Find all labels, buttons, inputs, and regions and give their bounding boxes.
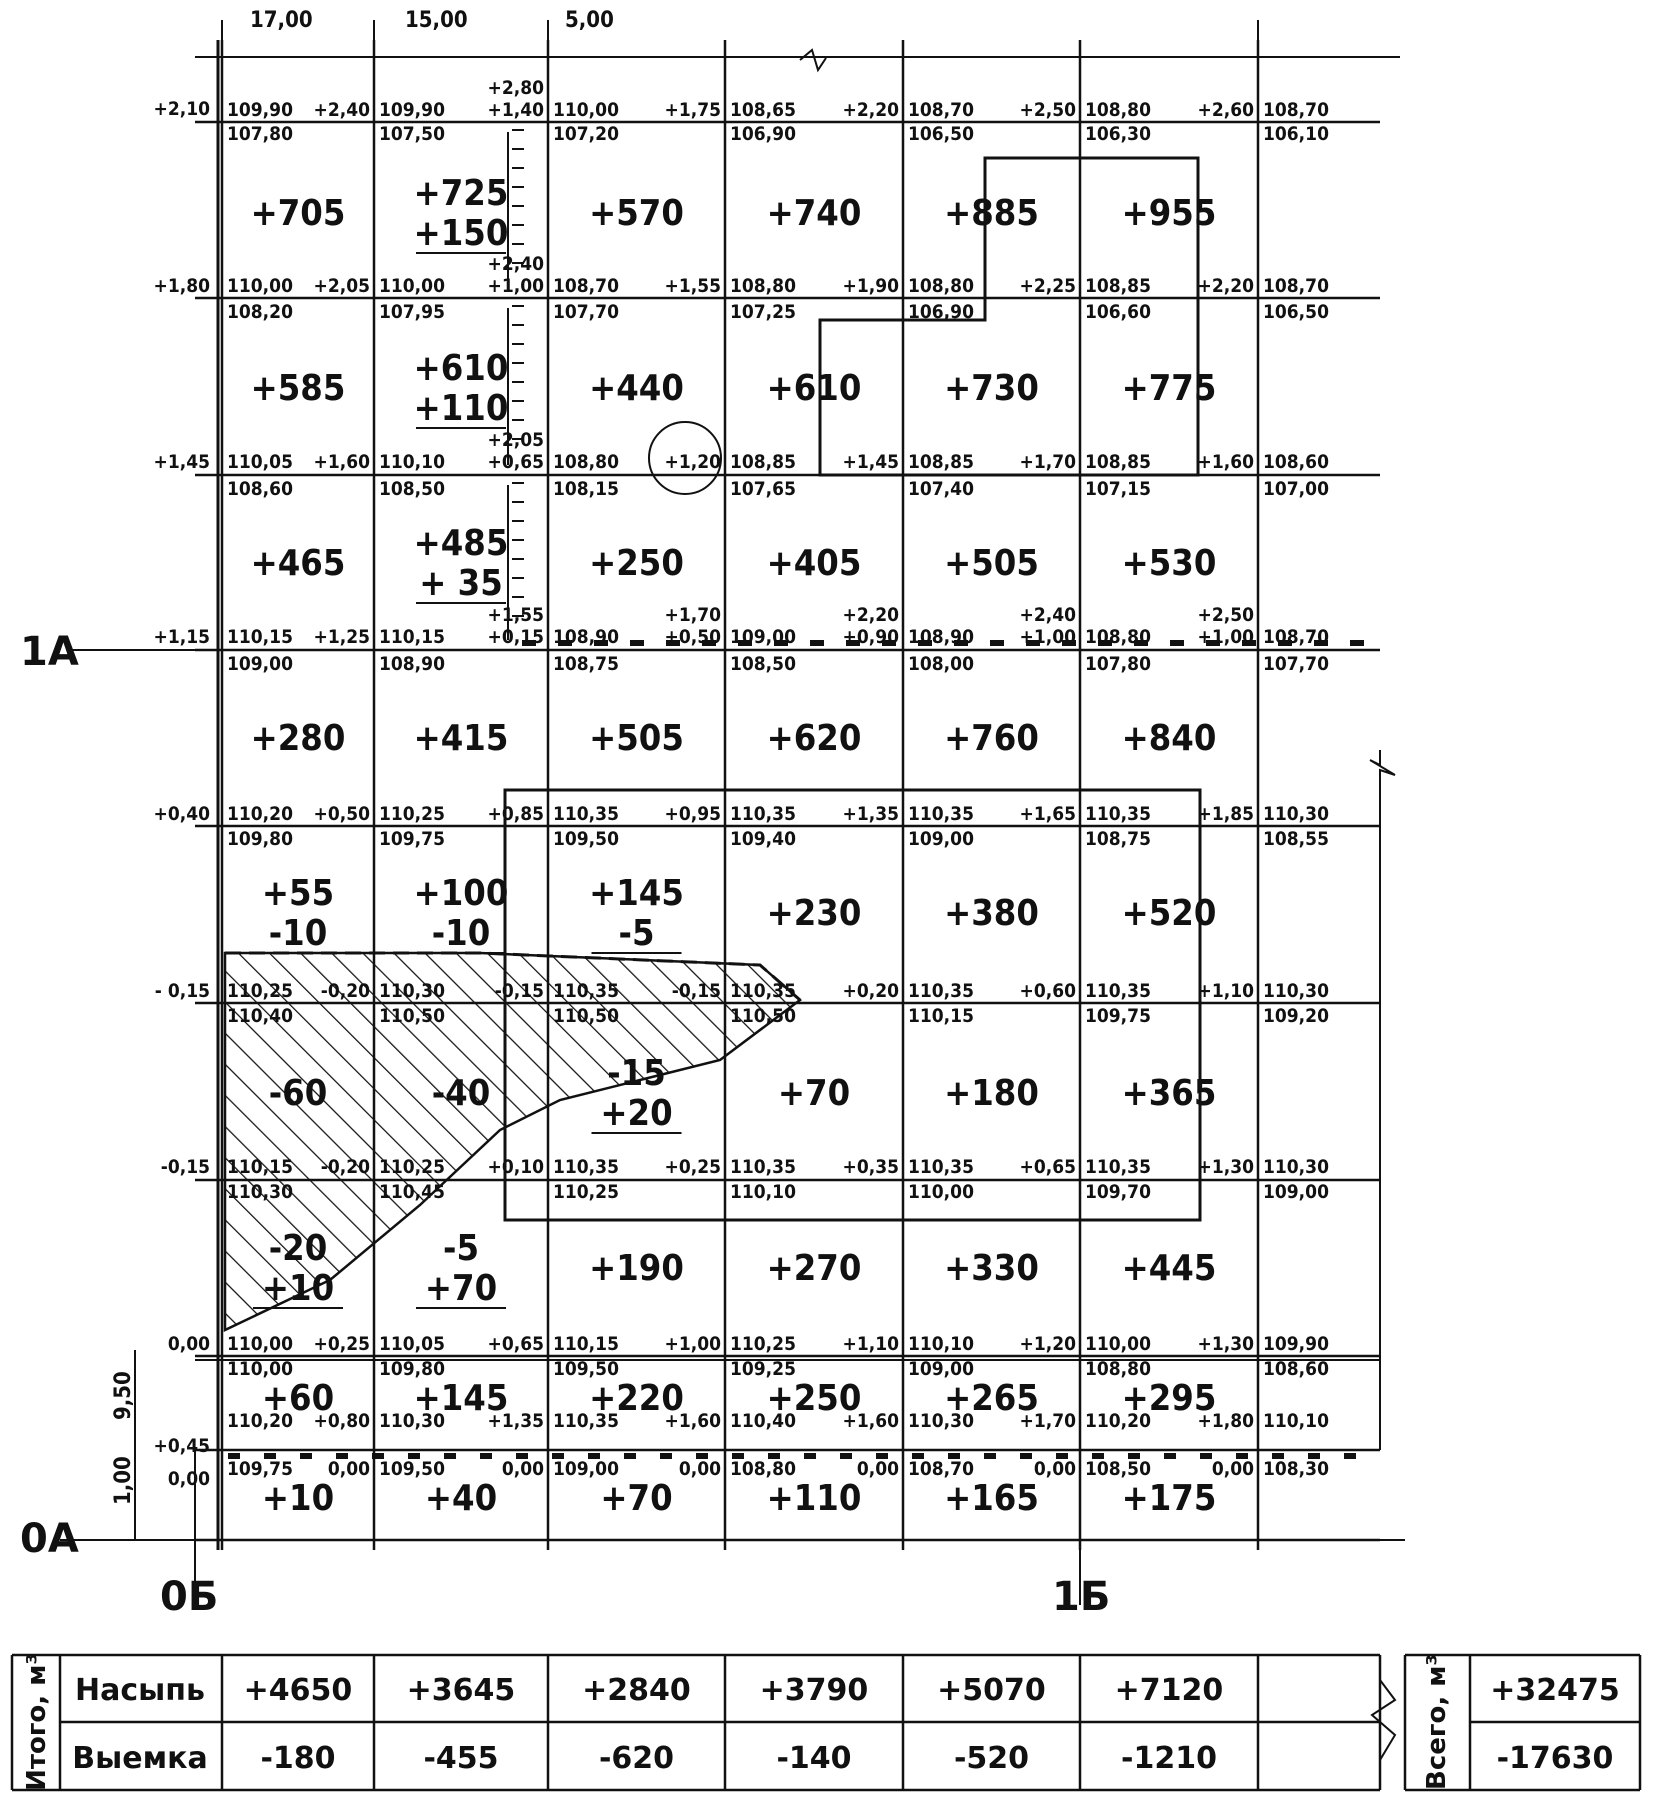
cell-volume: +180 [944, 1073, 1039, 1114]
axis-label-0b: 0Б [160, 1574, 219, 1620]
work-mark: 0,00 [856, 1458, 899, 1480]
cell-volume: +380 [944, 893, 1039, 934]
cell-volume: +10 [261, 1478, 335, 1519]
elevation-mark: 110,40 [730, 1410, 796, 1432]
elevation-mark: 110,35 [1085, 803, 1151, 825]
elevation-mark: 110,25 [379, 1156, 445, 1178]
work-mark: +0,50 [664, 626, 721, 648]
elevation-mark: 108,20 [227, 301, 293, 323]
elevation-mark: 108,80 [730, 275, 796, 297]
work-mark: +0,35 [842, 1156, 899, 1178]
work-mark: +1,35 [842, 803, 899, 825]
work-mark: +1,70 [664, 604, 721, 626]
work-mark: +2,20 [842, 604, 899, 626]
work-mark: +0,90 [842, 626, 899, 648]
elevation-mark: 108,80 [1085, 1358, 1151, 1380]
elevation-mark: 110,00 [227, 1333, 293, 1355]
work-mark: +2,25 [1019, 275, 1076, 297]
elevation-mark: 107,25 [730, 301, 796, 323]
work-mark: +1,70 [1019, 451, 1076, 473]
elevation-mark: 107,80 [227, 123, 293, 145]
elevation-mark: 110,15 [379, 626, 445, 648]
elevation-mark: 108,70 [1263, 99, 1329, 121]
work-mark: +1,30 [1197, 1156, 1254, 1178]
cell-volume: +70 [777, 1073, 851, 1114]
elevation-mark: 110,15 [227, 626, 293, 648]
elevation-mark: 109,50 [553, 828, 619, 850]
cell-volume: -20 [268, 1228, 328, 1269]
axis-label-0a: 0А [20, 1516, 79, 1562]
elevation-mark: 110,05 [227, 451, 293, 473]
summary-total-fill: +32475 [1490, 1673, 1620, 1708]
cell-volume: +440 [589, 368, 684, 409]
cell-volume: +620 [766, 718, 862, 759]
elevation-mark: 108,80 [730, 1458, 796, 1480]
cell-volume: +175 [1121, 1478, 1217, 1519]
work-mark: +0,25 [313, 1333, 370, 1355]
elevation-mark: 107,15 [1085, 478, 1151, 500]
elevation-mark: 110,15 [908, 1005, 974, 1027]
cell-volume: +610 [413, 348, 509, 389]
elevation-mark: 110,00 [227, 275, 293, 297]
summary-total-label: Всего, м³ [1422, 1654, 1452, 1790]
cell-volume: -5 [618, 913, 655, 954]
cell-volume: +55 [261, 873, 335, 914]
side-dimension: 9,50 [111, 1371, 136, 1420]
work-mark: +0,60 [1019, 980, 1076, 1002]
elevation-mark: 108,85 [730, 451, 796, 473]
work-mark: -0,15 [671, 980, 721, 1002]
elevation-mark: 110,30 [908, 1410, 974, 1432]
elevation-mark: 108,90 [908, 626, 974, 648]
elevation-mark: 110,00 [553, 99, 619, 121]
cell-volume: +330 [944, 1248, 1039, 1289]
elevation-mark: 110,40 [227, 1005, 293, 1027]
cell-volume: +250 [589, 543, 684, 584]
summary-value: -180 [260, 1741, 336, 1776]
dimension-label: 5,00 [565, 8, 614, 33]
cell-volume: +705 [250, 193, 346, 234]
work-mark: 0,00 [1211, 1458, 1254, 1480]
summary-value: -1210 [1121, 1741, 1217, 1776]
elevation-mark: 110,30 [1263, 980, 1329, 1002]
elevation-mark: 108,60 [227, 478, 293, 500]
work-mark: +2,50 [1197, 604, 1254, 626]
elevation-mark: 109,00 [1263, 1181, 1329, 1203]
work-mark: +1,00 [664, 1333, 721, 1355]
summary-total-cut: -17630 [1496, 1741, 1614, 1776]
elevation-mark: 108,90 [553, 626, 619, 648]
work-mark: +0,65 [1019, 1156, 1076, 1178]
elevation-mark: 108,50 [379, 478, 445, 500]
cell-volume: +570 [589, 193, 684, 234]
elevation-mark: 110,35 [730, 803, 796, 825]
elevation-mark: 108,00 [908, 653, 974, 675]
work-mark: 0,00 [678, 1458, 721, 1480]
cell-volume: +885 [944, 193, 1039, 234]
work-mark: -0,20 [320, 980, 370, 1002]
cell-volume: +165 [944, 1478, 1039, 1519]
work-mark: +1,60 [1197, 451, 1254, 473]
elevation-mark: 107,20 [553, 123, 619, 145]
summary-value: -620 [598, 1741, 675, 1776]
summary-row-label: Насыпь [75, 1673, 205, 1708]
summary-value: -140 [776, 1741, 852, 1776]
left-work-mark: 0,00 [167, 1333, 210, 1355]
cell-volume: +60 [261, 1378, 335, 1419]
cell-volume: +505 [944, 543, 1039, 584]
elevation-mark: 109,80 [379, 1358, 445, 1380]
elevation-mark: 110,35 [730, 980, 796, 1002]
cell-volume: +505 [589, 718, 684, 759]
work-mark: +1,20 [664, 451, 721, 473]
cell-volume: +150 [413, 213, 509, 254]
work-mark: +2,20 [1197, 275, 1254, 297]
cell-volume: -40 [431, 1073, 491, 1114]
dimension-label: 17,00 [250, 8, 313, 33]
elevation-mark: 108,50 [1085, 1458, 1151, 1480]
left-work-mark: +0,40 [153, 803, 210, 825]
work-mark: +0,65 [487, 1333, 544, 1355]
work-mark: +2,40 [313, 99, 370, 121]
left-work-mark: +1,15 [153, 626, 210, 648]
cell-volume: +405 [766, 543, 862, 584]
cell-volume: +445 [1121, 1248, 1217, 1289]
work-mark: 0,00 [327, 1458, 370, 1480]
elevation-mark: 109,00 [553, 1458, 619, 1480]
work-mark: +0,20 [842, 980, 899, 1002]
work-mark: +2,50 [1019, 99, 1076, 121]
work-mark: +1,30 [1197, 1333, 1254, 1355]
axis-label-1a: 1А [20, 629, 79, 675]
work-mark: +1,80 [1197, 1410, 1254, 1432]
work-mark: +0,80 [313, 1410, 370, 1432]
cell-volume: +265 [944, 1378, 1039, 1419]
work-mark: +0,85 [487, 803, 544, 825]
elevation-mark: 110,05 [379, 1333, 445, 1355]
cell-volume: +610 [766, 368, 862, 409]
work-mark: +1,90 [842, 275, 899, 297]
elevation-mark: 106,50 [908, 123, 974, 145]
work-mark: +2,40 [1019, 604, 1076, 626]
work-mark: +1,40 [487, 99, 544, 121]
break-mark [1370, 750, 1395, 1450]
elevation-mark: 108,65 [730, 99, 796, 121]
work-mark: +1,10 [1197, 980, 1254, 1002]
cell-volume: -10 [268, 913, 328, 954]
elevation-mark: 110,50 [730, 1005, 796, 1027]
cell-volume: -15 [607, 1053, 666, 1094]
elevation-mark: 110,20 [227, 1410, 293, 1432]
break-mark [800, 50, 826, 70]
cell-volume: +760 [944, 718, 1039, 759]
elevation-mark: 108,85 [1085, 451, 1151, 473]
elevation-mark: 110,50 [379, 1005, 445, 1027]
elevation-mark: 107,70 [1263, 653, 1329, 675]
elevation-mark: 110,15 [553, 1333, 619, 1355]
cell-volume: +585 [250, 368, 346, 409]
elevation-mark: 110,10 [1263, 1410, 1329, 1432]
cell-volume: +465 [250, 543, 346, 584]
elevation-mark: 110,10 [379, 451, 445, 473]
elevation-mark: 110,35 [553, 1410, 619, 1432]
elevation-mark: 108,50 [730, 653, 796, 675]
elevation-mark: 108,60 [1263, 1358, 1329, 1380]
dimension-label: 15,00 [405, 8, 468, 33]
cell-volume: +110 [413, 388, 509, 429]
elevation-mark: 106,90 [730, 123, 796, 145]
elevation-mark: 108,80 [1085, 99, 1151, 121]
work-mark: +2,80 [487, 77, 544, 99]
elevation-mark: 110,50 [553, 1005, 619, 1027]
work-mark: +1,75 [664, 99, 721, 121]
elevation-mark: 108,70 [1263, 275, 1329, 297]
cell-volume: +70 [424, 1268, 498, 1309]
elevation-mark: 108,75 [1085, 828, 1151, 850]
elevation-mark: 108,85 [908, 451, 974, 473]
work-mark: +1,25 [313, 626, 370, 648]
cell-volume: -10 [431, 913, 491, 954]
elevation-mark: 108,70 [908, 1458, 974, 1480]
summary-value: +7120 [1114, 1673, 1224, 1708]
cell-volume: +220 [589, 1378, 684, 1419]
elevation-mark: 110,35 [1085, 1156, 1151, 1178]
summary-value: +4650 [243, 1673, 353, 1708]
cell-volume: +415 [413, 718, 509, 759]
left-work-mark: -0,15 [160, 1156, 210, 1178]
cell-volume: +70 [600, 1478, 673, 1519]
work-mark: -0,20 [320, 1156, 370, 1178]
cell-volume: +100 [413, 873, 509, 914]
elevation-mark: 110,30 [1263, 803, 1329, 825]
work-mark: +1,10 [842, 1333, 899, 1355]
elevation-mark: 109,20 [1263, 1005, 1329, 1027]
elevation-mark: 108,70 [553, 275, 619, 297]
cell-volume: +110 [766, 1478, 862, 1519]
elevation-mark: 107,65 [730, 478, 796, 500]
cell-volume: +725 [413, 173, 509, 214]
elevation-mark: 107,00 [1263, 478, 1329, 500]
summary-value: +3645 [406, 1673, 516, 1708]
cell-volume: +840 [1121, 718, 1217, 759]
elevation-mark: 107,40 [908, 478, 974, 500]
cell-volume: +730 [944, 368, 1039, 409]
work-mark: +0,95 [664, 803, 721, 825]
elevation-mark: 108,30 [1263, 1458, 1329, 1480]
cell-volume: +485 [413, 523, 509, 564]
cell-volume: +295 [1121, 1378, 1217, 1419]
elevation-mark: 110,35 [908, 980, 974, 1002]
elevation-mark: 108,60 [1263, 451, 1329, 473]
cell-volume: +10 [261, 1268, 335, 1309]
elevation-mark: 109,00 [227, 653, 293, 675]
work-mark: +1,55 [664, 275, 721, 297]
work-mark: +2,40 [487, 253, 544, 275]
elevation-mark: 110,25 [730, 1333, 796, 1355]
work-mark: +1,55 [487, 604, 544, 626]
left-work-mark: - 0,15 [154, 980, 210, 1002]
work-mark: +1,70 [1019, 1410, 1076, 1432]
work-mark: +0,10 [487, 1156, 544, 1178]
cell-volume: -5 [443, 1228, 479, 1269]
work-mark: +1,60 [664, 1410, 721, 1432]
elevation-mark: 108,75 [553, 653, 619, 675]
work-mark: +1,60 [313, 451, 370, 473]
work-mark: +0,25 [664, 1156, 721, 1178]
elevation-mark: 110,35 [730, 1156, 796, 1178]
elevation-mark: 110,30 [379, 1410, 445, 1432]
work-mark: -0,15 [494, 980, 544, 1002]
work-mark: +0,50 [313, 803, 370, 825]
work-mark: 0,00 [1033, 1458, 1076, 1480]
elevation-mark: 109,75 [227, 1458, 293, 1480]
work-mark: +2,05 [487, 429, 544, 451]
summary-row-label: Выемка [72, 1741, 208, 1776]
cell-volume: +20 [600, 1093, 673, 1134]
left-work-mark: +1,45 [153, 451, 210, 473]
work-mark: +1,85 [1197, 803, 1254, 825]
summary-group-label: Итого, м³ [22, 1653, 52, 1791]
cell-volume: +740 [766, 193, 862, 234]
elevation-mark: 110,30 [1263, 1156, 1329, 1178]
elevation-mark: 106,60 [1085, 301, 1151, 323]
work-mark: +1,35 [487, 1410, 544, 1432]
elevation-mark: 109,75 [1085, 1005, 1151, 1027]
cell-volume: +520 [1121, 893, 1217, 934]
elevation-mark: 110,25 [227, 980, 293, 1002]
cell-volume: +775 [1121, 368, 1217, 409]
elevation-mark: 110,00 [379, 275, 445, 297]
elevation-mark: 106,30 [1085, 123, 1151, 145]
cell-volume: +955 [1121, 193, 1217, 234]
elevation-mark: 109,00 [908, 1358, 974, 1380]
elevation-mark: 110,35 [553, 980, 619, 1002]
cell-volume: + 35 [419, 563, 503, 604]
elevation-mark: 106,90 [908, 301, 974, 323]
work-mark: 0,00 [501, 1458, 544, 1480]
elevation-mark: 110,45 [379, 1181, 445, 1203]
cell-volume: +145 [413, 1378, 509, 1419]
work-mark: +1,65 [1019, 803, 1076, 825]
elevation-mark: 109,40 [730, 828, 796, 850]
cell-volume: +190 [589, 1248, 684, 1289]
work-mark: +2,20 [842, 99, 899, 121]
elevation-mark: 110,35 [908, 1156, 974, 1178]
elevation-mark: 110,35 [908, 803, 974, 825]
cell-volume: +280 [250, 718, 346, 759]
work-mark: +1,00 [1019, 626, 1076, 648]
work-mark: +0,15 [487, 626, 544, 648]
elevation-mark: 110,35 [553, 1156, 619, 1178]
cell-volume: +145 [589, 873, 684, 914]
cell-volume: +530 [1121, 543, 1217, 584]
elevation-mark: 109,90 [1263, 1333, 1329, 1355]
summary-value: -520 [953, 1741, 1030, 1776]
cell-volume: +365 [1121, 1073, 1217, 1114]
cell-volume: +40 [424, 1478, 498, 1519]
elevation-mark: 110,00 [908, 1181, 974, 1203]
elevation-mark: 108,70 [1263, 626, 1329, 648]
elevation-mark: 110,35 [1085, 980, 1151, 1002]
elevation-mark: 109,80 [227, 828, 293, 850]
elevation-mark: 110,20 [1085, 1410, 1151, 1432]
elevation-mark: 110,25 [379, 803, 445, 825]
elevation-mark: 108,80 [908, 275, 974, 297]
work-mark: +1,20 [1019, 1333, 1076, 1355]
elevation-mark: 109,50 [379, 1458, 445, 1480]
elevation-mark: 110,30 [227, 1181, 293, 1203]
work-mark: +1,00 [1197, 626, 1254, 648]
elevation-mark: 110,15 [227, 1156, 293, 1178]
elevation-mark: 106,10 [1263, 123, 1329, 145]
elevation-mark: 110,10 [730, 1181, 796, 1203]
elevation-mark: 110,20 [227, 803, 293, 825]
elevation-mark: 108,15 [553, 478, 619, 500]
elevation-mark: 109,50 [553, 1358, 619, 1380]
elevation-mark: 109,75 [379, 828, 445, 850]
elevation-mark: 107,80 [1085, 653, 1151, 675]
side-dimension: 1,00 [111, 1456, 136, 1505]
elevation-mark: 107,50 [379, 123, 445, 145]
work-mark: +1,45 [842, 451, 899, 473]
elevation-mark: 110,25 [553, 1181, 619, 1203]
elevation-mark: 110,35 [553, 803, 619, 825]
elevation-mark: 109,00 [908, 828, 974, 850]
left-work-mark: +0,45 [153, 1435, 210, 1457]
left-work-mark: +1,80 [153, 275, 210, 297]
work-mark: +1,00 [487, 275, 544, 297]
elevation-mark: 108,70 [908, 99, 974, 121]
elevation-mark: 109,90 [379, 99, 445, 121]
work-mark: +2,05 [313, 275, 370, 297]
left-work-mark: +2,10 [153, 98, 210, 120]
summary-value: +3790 [759, 1673, 869, 1708]
elevation-mark: 110,00 [227, 1358, 293, 1380]
elevation-mark: 109,25 [730, 1358, 796, 1380]
elevation-mark: 108,80 [553, 451, 619, 473]
cell-volume: +230 [766, 893, 862, 934]
summary-value: -455 [423, 1741, 499, 1776]
elevation-mark: 109,90 [227, 99, 293, 121]
left-work-mark: 0,00 [167, 1468, 210, 1490]
summary-value: +2840 [582, 1673, 691, 1708]
work-mark: +0,65 [487, 451, 544, 473]
cell-volume: -60 [268, 1073, 328, 1114]
work-mark: +2,60 [1197, 99, 1254, 121]
elevation-mark: 106,50 [1263, 301, 1329, 323]
elevation-mark: 110,30 [379, 980, 445, 1002]
elevation-mark: 110,10 [908, 1333, 974, 1355]
elevation-mark: 108,85 [1085, 275, 1151, 297]
elevation-mark: 108,90 [379, 653, 445, 675]
cell-volume: +250 [766, 1378, 862, 1419]
cell-volume: +270 [766, 1248, 862, 1289]
elevation-mark: 109,70 [1085, 1181, 1151, 1203]
work-mark: +1,60 [842, 1410, 899, 1432]
elevation-mark: 107,95 [379, 301, 445, 323]
elevation-mark: 108,55 [1263, 828, 1329, 850]
elevation-mark: 107,70 [553, 301, 619, 323]
elevation-mark: 109,00 [730, 626, 796, 648]
elevation-mark: 110,00 [1085, 1333, 1151, 1355]
axis-label-1b: 1Б [1052, 1574, 1111, 1620]
elevation-mark: 108,80 [1085, 626, 1151, 648]
break-mark [1372, 1680, 1395, 1760]
summary-value: +5070 [937, 1673, 1046, 1708]
